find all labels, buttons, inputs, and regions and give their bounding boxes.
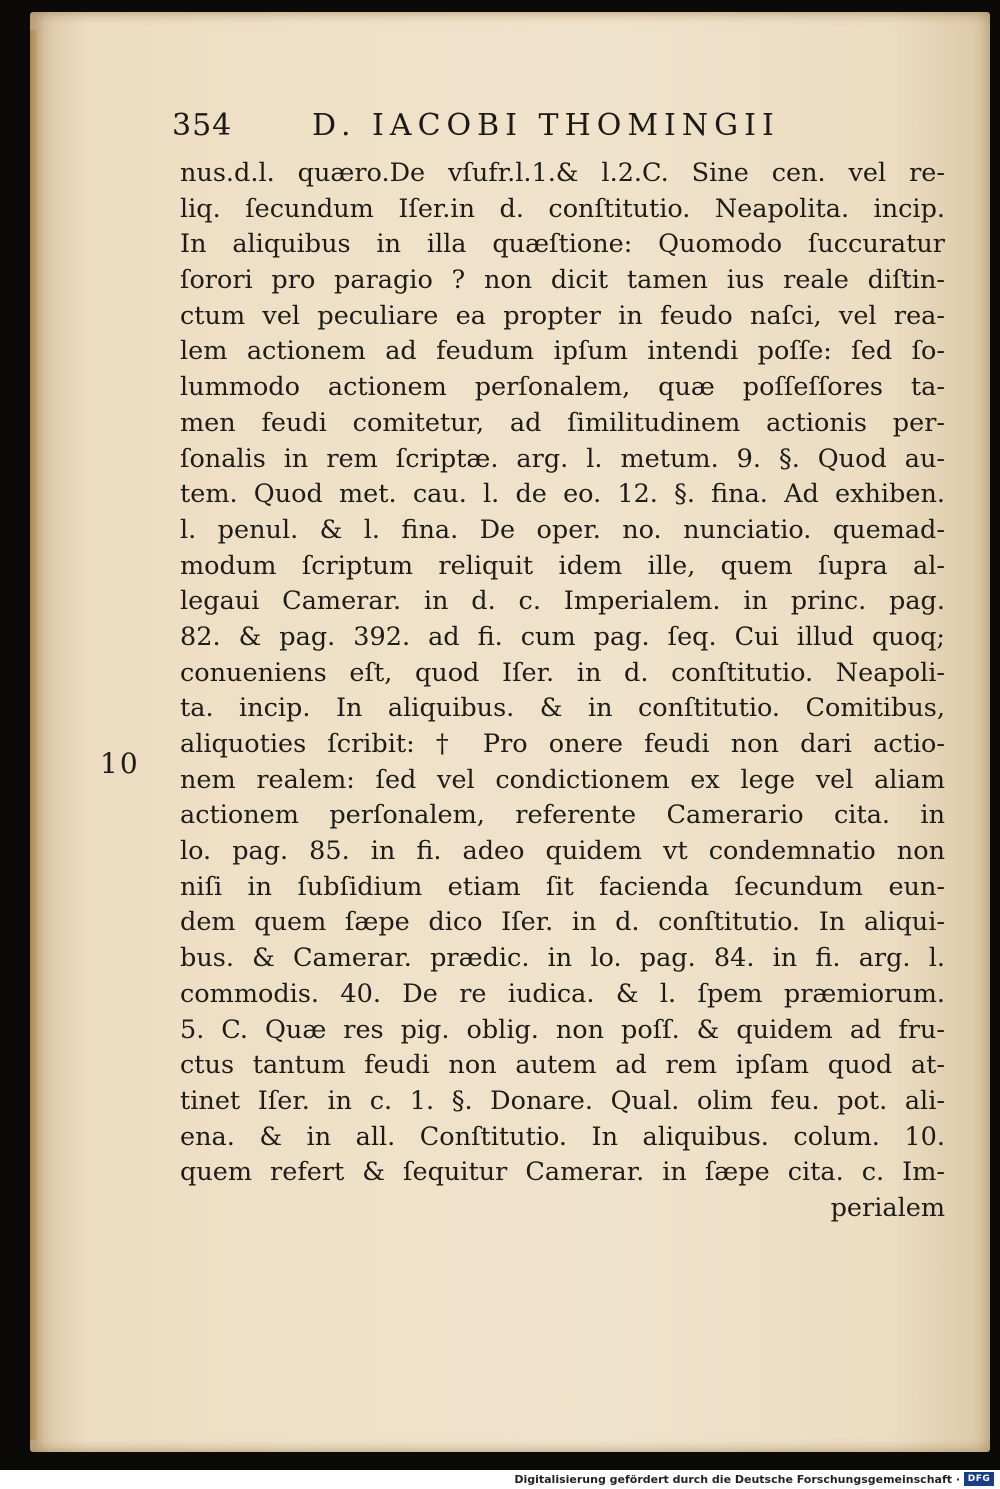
text-line: ena. & in all. Conſtitutio. In aliquibus. colum. 10. <box>180 1121 945 1152</box>
text-line: ſorori pro paragio ? non dicit tamen ius reale diſtin- <box>180 265 945 296</box>
text-line: modum ſcriptum reliquit idem ille, quem ſupra al- <box>180 550 945 581</box>
page-gutter-shadow <box>30 30 38 1440</box>
text-line: tem. Quod met. cau. l. de eo. 12. §. fina. Ad exhiben. <box>180 479 945 510</box>
text-line: ſonalis in rem ſcriptæ. arg. l. metum. 9. §. Quod au- <box>180 443 945 474</box>
text-line: conueniens eſt, quod Iſer. in d. conſtitutio. Neapoli- <box>180 657 945 688</box>
text-line: nus.d.l. quæro.De vſufr.l.1.& l.2.C. Sine cen. vel re- <box>180 158 945 188</box>
text-line: ta. incip. In aliquibus. & in conſtitutio. Comitibus, <box>180 693 945 724</box>
text-line: ctum vel peculiare ea propter in feudo naſci, vel rea- <box>180 300 945 331</box>
text-line: lummodo actionem perſonalem, quæ poſſeſſores ta- <box>180 372 945 403</box>
text-line: lo. pag. 85. in fi. adeo quidem vt condemnatio non <box>180 836 945 867</box>
text-line: 5. C. Quæ res pig. oblig. non poſſ. & quidem ad fru- <box>180 1014 945 1045</box>
body-text <box>180 156 945 1227</box>
page-number: 354 <box>172 108 233 143</box>
text-line: men feudi comitetur, ad ſimilitudinem actionis per- <box>180 407 945 438</box>
footer-bar <box>0 1470 1000 1489</box>
margin-note-number: 10 <box>100 747 140 780</box>
dfg-logo: DFG <box>964 1472 994 1486</box>
running-head: D. IACOBI THOMINGII <box>312 108 780 143</box>
text-line: l. penul. & l. fina. De oper. no. nunciatio. quemad- <box>180 514 945 545</box>
text-line: legaui Camerar. in d. c. Imperialem. in princ. pag. <box>180 586 945 617</box>
text-line: niſi in ſubſidium etiam ſit facienda ſecundum eun- <box>180 871 945 902</box>
text-line: aliquoties ſcribit: † Pro onere feudi non dari actio- <box>180 729 945 759</box>
text-line: 82. & pag. 392. ad fi. cum pag. ſeq. Cui illud quoq; <box>180 621 945 652</box>
text-line: nem realem: ſed vel condictionem ex lege vel aliam <box>180 764 945 795</box>
text-line: actionem perſonalem, referente Camerario cita. in <box>180 800 945 831</box>
text-line: tinet Iſer. in c. 1. §. Donare. Qual. olim feu. pot. ali- <box>180 1085 945 1116</box>
text-line: liq. ſecundum Iſer.in d. conſtitutio. Neapolita. incip. <box>180 193 945 224</box>
text-line: lem actionem ad feudum ipſum intendi poſſe: ſed ſo- <box>180 336 945 367</box>
funding-credit: Digitalisierung gefördert durch die Deutsche Forschungsgemeinschaft · <box>514 1473 960 1486</box>
text-line: quem refert & ſequitur Camerar. in ſæpe cita. c. Im- <box>180 1157 945 1188</box>
page-header <box>172 108 852 148</box>
text-line: ctus tantum feudi non autem ad rem ipſam quod at- <box>180 1050 945 1081</box>
text-line: In aliquibus in illa quæſtione: Quomodo ſuccuratur <box>180 229 945 260</box>
text-line: bus. & Camerar. prædic. in lo. pag. 84. in fi. arg. l. <box>180 943 945 974</box>
text-line: dem quem ſæpe dico Iſer. in d. conſtitutio. In aliqui- <box>180 907 945 938</box>
catchword: perialem <box>830 1192 945 1223</box>
text-line: commodis. 40. De re iudica. & l. ſpem præmiorum. <box>180 978 945 1009</box>
